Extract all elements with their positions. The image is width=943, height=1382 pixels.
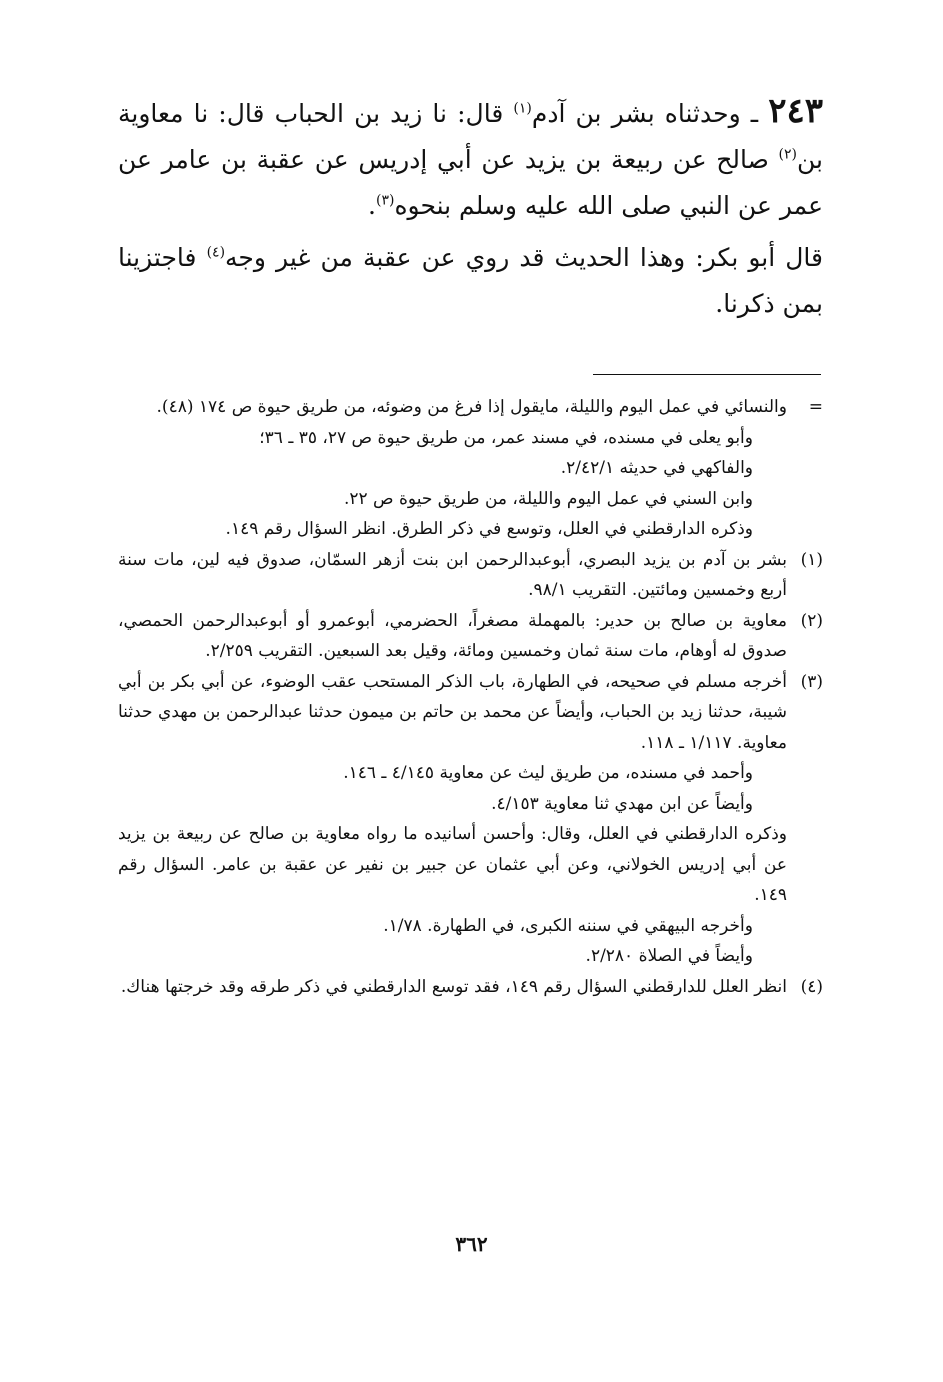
footnote-marker-3: (٣) <box>800 671 823 692</box>
footnote-2 <box>118 606 823 667</box>
footnote-ref-2[interactable]: (٢) <box>778 146 797 163</box>
hadith-paragraph <box>118 88 823 229</box>
footnote-ref-3[interactable]: (٣) <box>375 192 395 209</box>
comment-text-part: قال أبو بكر: وهذا الحديث قد روي عن عقبة من غير وجه <box>225 243 824 272</box>
hadith-text-part: . <box>368 191 376 220</box>
footnote-line: والنسائي في عمل اليوم والليلة، مايقول إذا فرغ من وضوئه، من طريق حيوة ص ١٧٤ (٤٨). <box>156 397 787 417</box>
footnote-line: والفاكهي في حديثه ٢/٤٢/١. <box>560 458 753 478</box>
footnote-continued <box>118 392 823 545</box>
footnote-text: انظر العلل للدارقطني السؤال رقم ١٤٩، فقد توسع الدارقطني في ذكر طرقه وقد خرجتها هناك. <box>120 976 787 997</box>
footnote-ref-1[interactable]: (١) <box>513 100 532 117</box>
footnote-line: وابن السني في عمل اليوم والليلة، من طريق حيوة ص ٢٢. <box>343 488 753 509</box>
footnote-divider <box>593 374 821 375</box>
author-comment-paragraph <box>118 235 823 327</box>
footnote-marker-2: (٢) <box>800 610 823 631</box>
footnote-4 <box>118 972 823 1003</box>
footnote-text: معاوية بن صالح بن حدير: بالمهملة مصغراً، الحضرمي، أبوعمرو أو أبوعبدالرحمن الحمصي، صدوق له أوهام، مات سنة ثمان وخمسين ومائة، وقيل بعد السبعين. التقريب ٢/٢٥٩. <box>118 610 787 661</box>
hadith-number: ٢٤٣ <box>768 91 824 131</box>
footnote-line: وأحمد في مسنده، من طريق ليث عن معاوية ٤/١٤٥ ـ ١٤٦. <box>343 763 753 783</box>
footnote-ref-4[interactable]: (٤) <box>206 244 226 261</box>
page-number: ٣٦٢ <box>455 1232 488 1256</box>
footnote-line: وذكره الدارقطني في العلل، وقال: وأحسن أسانيده ما رواه معاوية بن صالح عن ربيعة بن يزيد عن أبي إدريس الخولاني، وعن أبي عثمان عن جبير بن نفير عن عقبة بن عامر. السؤال رقم ١٤٩. <box>118 824 787 905</box>
hadith-text-part: صالح عن ربيعة بن يزيد عن أبي إدريس عن عقبة بن عامر عن عمر عن النبي صلى الله عليه وسلم بنحوه <box>118 145 823 220</box>
footnote-line: وأخرجه البيهقي في سننه الكبرى، في الطهارة. ١/٧٨. <box>383 915 753 936</box>
footnote-line: وأيضاً في الصلاة ٢/٢٨٠. <box>585 946 753 966</box>
footnote-line: وذكره الدارقطني في العلل، وتوسع في ذكر الطرق. انظر السؤال رقم ١٤٩. <box>225 519 753 539</box>
comment-text-part: فاجتزينا بمن ذكرنا. <box>118 243 823 318</box>
footnote-marker-4: (٤) <box>800 976 823 997</box>
footnote-1 <box>118 545 823 606</box>
footnote-line: وأبو يعلى في مسنده، في مسند عمر، من طريق حيوة ص ٢٧، ٣٥ ـ ٣٦؛ <box>259 427 753 448</box>
hadith-main-text <box>118 88 823 327</box>
footnote-line: وأيضاً عن ابن مهدي ثنا معاوية ٤/١٥٣. <box>491 793 753 814</box>
footnote-3 <box>118 667 823 972</box>
footnote-line: أخرجه مسلم في صحيحه، في الطهارة، باب الذكر المستحب عقب الوضوء، عن أبي بكر بن أبي شيبة، حدثنا زيد بن الحباب، وأيضاً عن محمد بن حاتم بن ميمون حدثنا عبدالرحمن بن مهدي حدثنا معاوية. ١/١١٧ ـ ١١٨. <box>118 671 787 753</box>
continuation-marker: = <box>808 397 823 417</box>
hadith-text-part: ـ وحدثناه بشر بن آدم <box>531 99 759 128</box>
footnote-text: بشر بن آدم بن يزيد البصري، أبوعبدالرحمن ابن بنت أزهر السمّان، صدوق فيه لين، مات سنة أربع وخمسين ومائتين. التقريب ٩٨/١. <box>118 549 787 600</box>
hadith-text-part: قال: نا زيد بن الحباب قال: نا معاوية بن <box>118 99 823 174</box>
footnote-marker-1: (١) <box>800 549 823 570</box>
footnotes-section <box>118 392 823 1002</box>
